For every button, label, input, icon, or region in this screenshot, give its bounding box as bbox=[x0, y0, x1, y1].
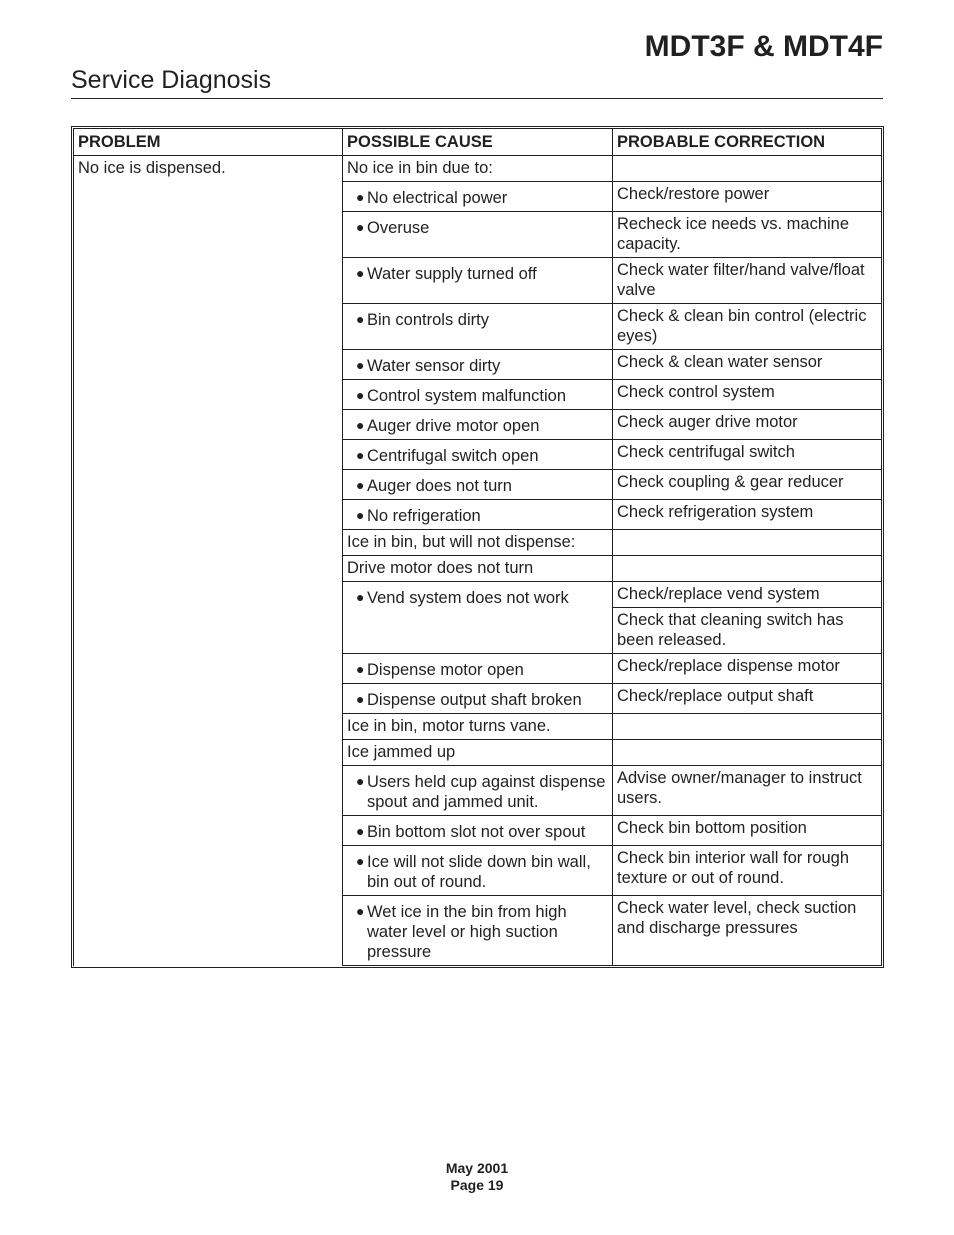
cause-cell bbox=[343, 816, 613, 846]
correction-cell: Check bin interior wall for rough texture or out of round. bbox=[613, 846, 882, 896]
column-header: PROBLEM bbox=[74, 129, 343, 156]
column-header: PROBABLE CORRECTION bbox=[613, 129, 882, 156]
correction-cell: Check/replace dispense motor bbox=[613, 654, 882, 684]
correction-cell: Check & clean bin control (electric eyes) bbox=[613, 304, 882, 350]
correction-cell: Check & clean water sensor bbox=[613, 350, 882, 380]
problem-cell: No ice is dispensed. bbox=[74, 156, 343, 966]
correction-cell bbox=[613, 556, 882, 582]
bullet-icon: ● bbox=[356, 311, 365, 327]
footer-page-number: Page 19 bbox=[450, 1177, 504, 1193]
table-header-row bbox=[74, 129, 882, 156]
correction-cell: Check bin bottom position bbox=[613, 816, 882, 846]
bullet-icon: ● bbox=[356, 691, 365, 707]
correction-cell: Check that cleaning switch has been released. bbox=[613, 608, 882, 654]
cause-cell bbox=[343, 654, 613, 684]
correction-cell: Advise owner/manager to instruct users. bbox=[613, 766, 882, 816]
cause-text: No refrigeration bbox=[367, 507, 481, 525]
cause-cell bbox=[343, 350, 613, 380]
bullet-icon: ● bbox=[356, 477, 365, 493]
bullet-icon: ● bbox=[356, 387, 365, 403]
cause-text: Auger does not turn bbox=[367, 477, 512, 495]
cause-text: Vend system does not work bbox=[367, 589, 569, 607]
cause-cell bbox=[343, 582, 613, 654]
correction-cell: Check control system bbox=[613, 380, 882, 410]
bullet-icon: ● bbox=[356, 189, 365, 205]
bullet-icon: ● bbox=[356, 589, 365, 605]
cause-cell bbox=[343, 212, 613, 258]
cause-cell bbox=[343, 258, 613, 304]
cause-cell: Ice jammed up bbox=[343, 740, 613, 766]
bullet-icon: ● bbox=[356, 773, 365, 789]
bullet-icon: ● bbox=[356, 447, 365, 463]
correction-cell: Check/restore power bbox=[613, 182, 882, 212]
correction-cell bbox=[613, 156, 882, 182]
model-title: MDT3F & MDT4F bbox=[644, 30, 883, 63]
cause-text: Dispense motor open bbox=[367, 661, 524, 679]
cause-text: Bin bottom slot not over spout bbox=[367, 823, 586, 841]
correction-cell: Check water filter/hand valve/float valve bbox=[613, 258, 882, 304]
cause-cell bbox=[343, 182, 613, 212]
cause-cell: Drive motor does not turn bbox=[343, 556, 613, 582]
correction-cell: Recheck ice needs vs. machine capacity. bbox=[613, 212, 882, 258]
cause-cell bbox=[343, 500, 613, 530]
cause-cell bbox=[343, 684, 613, 714]
correction-cell: Check refrigeration system bbox=[613, 500, 882, 530]
cause-text: Centrifugal switch open bbox=[367, 447, 539, 465]
correction-cell bbox=[613, 530, 882, 556]
cause-text: Ice will not slide down bin wall, bin out of round. bbox=[367, 853, 591, 891]
bullet-icon: ● bbox=[356, 661, 365, 677]
diagnosis-table bbox=[73, 128, 882, 966]
cause-text: Bin controls dirty bbox=[367, 311, 489, 329]
correction-cell: Check/replace output shaft bbox=[613, 684, 882, 714]
bullet-icon: ● bbox=[356, 417, 365, 433]
cause-cell bbox=[343, 380, 613, 410]
bullet-icon: ● bbox=[356, 219, 365, 235]
cause-cell: Ice in bin, but will not dispense: bbox=[343, 530, 613, 556]
cause-cell bbox=[343, 440, 613, 470]
cause-text: Water supply turned off bbox=[367, 265, 537, 283]
cause-text: Users held cup against dispense spout and jammed unit. bbox=[367, 773, 606, 811]
correction-cell bbox=[613, 740, 882, 766]
cause-text: Control system malfunction bbox=[367, 387, 566, 405]
correction-cell: Check/replace vend system bbox=[613, 582, 882, 608]
cause-cell bbox=[343, 846, 613, 896]
bullet-icon: ● bbox=[356, 823, 365, 839]
bullet-icon: ● bbox=[356, 853, 365, 869]
correction-cell: Check centrifugal switch bbox=[613, 440, 882, 470]
cause-text: Wet ice in the bin from high water level or high suction pressure bbox=[367, 903, 567, 961]
cause-cell: Ice in bin, motor turns vane. bbox=[343, 714, 613, 740]
header-divider bbox=[71, 98, 883, 99]
cause-text: Overuse bbox=[367, 219, 430, 237]
cause-cell: No ice in bin due to: bbox=[343, 156, 613, 182]
correction-cell: Check water level, check suction and discharge pressures bbox=[613, 896, 882, 966]
correction-cell: Check auger drive motor bbox=[613, 410, 882, 440]
bullet-icon: ● bbox=[356, 265, 365, 281]
cause-cell bbox=[343, 304, 613, 350]
cause-text: Water sensor dirty bbox=[367, 357, 501, 375]
section-title: Service Diagnosis bbox=[71, 66, 272, 94]
cause-text: Auger drive motor open bbox=[367, 417, 540, 435]
bullet-icon: ● bbox=[356, 903, 365, 919]
correction-cell bbox=[613, 714, 882, 740]
cause-cell bbox=[343, 410, 613, 440]
bullet-icon: ● bbox=[356, 507, 365, 523]
bullet-icon: ● bbox=[356, 357, 365, 373]
cause-cell bbox=[343, 766, 613, 816]
footer-date: May 2001 bbox=[445, 1160, 509, 1176]
cause-cell bbox=[343, 470, 613, 500]
cause-cell bbox=[343, 896, 613, 966]
table-row bbox=[74, 156, 882, 182]
correction-cell: Check coupling & gear reducer bbox=[613, 470, 882, 500]
diagnosis-table-frame bbox=[71, 126, 884, 968]
page-footer bbox=[0, 1160, 954, 1194]
cause-text: Dispense output shaft broken bbox=[367, 691, 582, 709]
cause-text: No electrical power bbox=[367, 189, 508, 207]
column-header: POSSIBLE CAUSE bbox=[343, 129, 613, 156]
